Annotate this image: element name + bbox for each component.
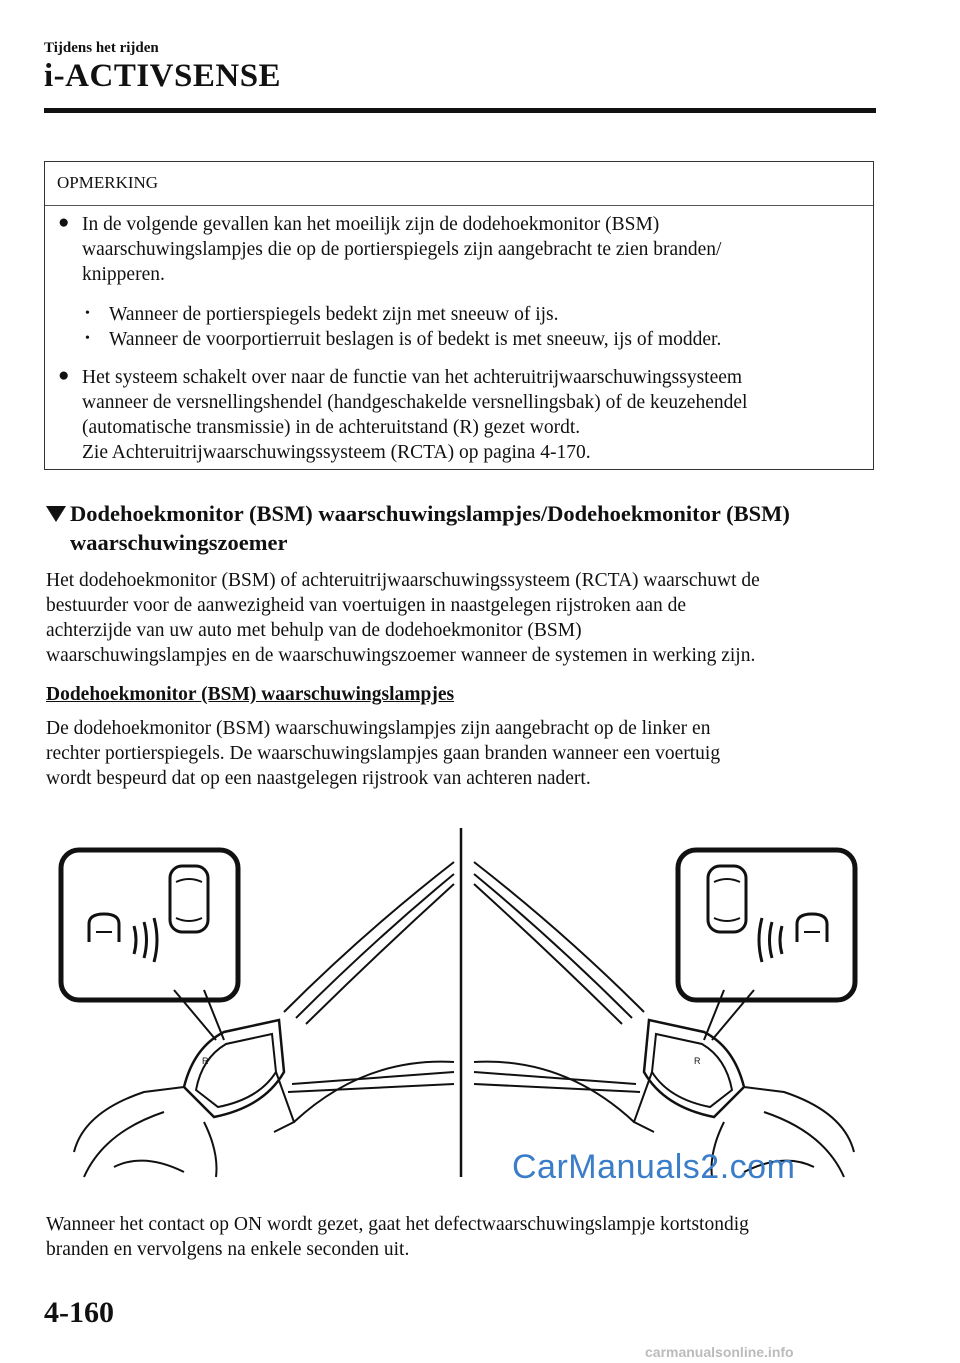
svg-text:R: R [694,1056,701,1066]
closing-line: branden en vervolgens na enkele seconden uit. [46,1239,410,1260]
sub-line: De dodehoekmonitor (BSM) waarschuwingslampjes zijn aangebracht op de linker en [46,718,711,739]
section-heading [46,499,790,557]
sub-line: wordt bespeurd dat op een naastgelegen rijstrook van achteren nadert. [46,768,591,789]
mirror-illustration [44,822,884,1182]
bullet-dot-icon: ● [58,212,70,233]
note-line: knipperen. [82,264,165,285]
section-label: Tijdens het rijden [44,40,159,56]
note-line: Zie Achteruitrijwaarschuwingssysteem (RCTA) op pagina 4-170. [82,442,591,463]
note-bullet-2 [82,365,747,465]
closing-paragraph [46,1212,749,1262]
note-sub-item-2: Wanneer de voorportierruit beslagen is of bedekt is met sneeuw, ijs of modder. [109,329,722,350]
sub-line: rechter portierspiegels. De waarschuwingslampjes gaan branden wanneer een voertuig [46,743,721,764]
intro-line: bestuurder voor de aanwezigheid van voertuigen in naastgelegen rijstroken aan de [46,595,687,616]
note-box [44,161,874,470]
heading-line: Dodehoekmonitor (BSM) waarschuwingslampjes/Dodehoekmonitor (BSM) [70,501,790,526]
note-divider [45,205,873,206]
intro-paragraph [46,568,760,668]
right-mirror-drawing [474,862,854,1177]
page-number: 4-160 [44,1296,114,1329]
closing-line: Wanneer het contact op ON wordt gezet, gaat het defectwaarschuwingslampje kortstondig [46,1214,749,1235]
header-rule [44,108,876,113]
intro-line: Het dodehoekmonitor (BSM) of achteruitrijwaarschuwingssysteem (RCTA) waarschuwt de [46,570,760,591]
sub-bullet-icon: • [85,331,90,346]
sub-paragraph [46,716,720,791]
note-line: Het systeem schakelt over naar de functie van het achteruitrijwaarschuwingssysteem [82,367,743,388]
left-bsm-callout [61,850,238,1000]
sub-bullet-icon: • [85,306,90,321]
bullet-dot-icon: ● [58,365,70,386]
page-title: i-ACTIVSENSE [44,58,282,94]
intro-line: achterzijde van uw auto met behulp van de dodehoekmonitor (BSM) [46,620,582,641]
svg-text:R: R [202,1056,209,1066]
note-line: (automatische transmissie) in de achteruitstand (R) gezet wordt. [82,417,581,438]
footer-site: carmanualsonline.info [645,1344,794,1360]
right-bsm-callout [678,850,855,1000]
intro-line: waarschuwingslampjes en de waarschuwingszoemer wanneer de systemen in werking zijn. [46,645,756,666]
note-line: wanneer de versnellingshendel (handgeschakelde versnellingsbak) of de keuzehendel [82,392,748,413]
note-line: waarschuwingslampjes die op de portierspiegels zijn aangebracht te zien branden/ [82,239,722,260]
note-line: In de volgende gevallen kan het moeilijk zijn de dodehoekmonitor (BSM) [82,214,660,235]
left-mirror-drawing [74,862,454,1177]
note-title: OPMERKING [57,173,159,192]
heading-line: waarschuwingszoemer [70,530,288,555]
subheading: Dodehoekmonitor (BSM) waarschuwingslampjes [46,684,455,705]
note-sub-item-1: Wanneer de portierspiegels bedekt zijn met sneeuw of ijs. [109,304,559,325]
note-bullet-1 [82,212,721,287]
watermark-text: CarManuals2.com [512,1148,796,1186]
